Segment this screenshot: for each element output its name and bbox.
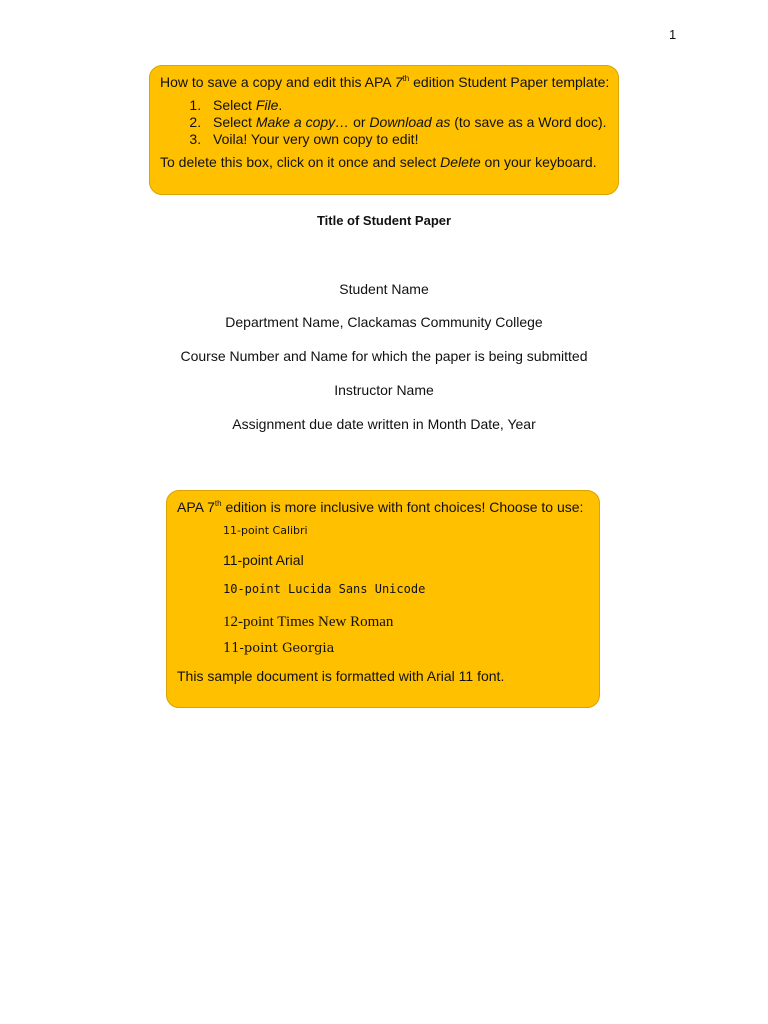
step-text: Select <box>213 97 256 113</box>
intro-text: How to save a copy and edit this APA <box>160 74 395 90</box>
edition-number: 7 <box>394 74 403 90</box>
instructions-box[interactable] <box>149 65 619 195</box>
font-intro <box>177 499 589 516</box>
instructions-intro <box>160 74 608 91</box>
font-option-arial: 11-point Arial <box>223 552 304 568</box>
font-intro-text: APA 7 <box>177 499 215 515</box>
due-date: Assignment due date written in Month Date, Year <box>232 416 536 432</box>
font-option-lucida: 10-point Lucida Sans Unicode <box>223 582 426 596</box>
department-name: Department Name, Clackamas Community College <box>225 314 543 330</box>
step-suffix: (to save as a Word doc). <box>450 114 607 130</box>
step-emphasis: Download as <box>369 114 451 130</box>
delete-instruction <box>160 154 608 171</box>
edition-superscript: th <box>214 499 222 508</box>
font-footer: This sample document is formatted with Arial 11 font. <box>177 668 505 684</box>
step-item <box>205 114 608 131</box>
font-option-georgia: 11-point Georgia <box>223 641 335 656</box>
steps-list <box>160 97 608 148</box>
font-list <box>223 522 589 668</box>
font-option-calibri: 11-point Calibri <box>223 524 308 537</box>
delete-emphasis: Delete <box>440 154 481 170</box>
font-option-times: 12-point Times New Roman <box>223 614 394 630</box>
step-item <box>205 131 608 148</box>
course-name: Course Number and Name for which the paper is being submitted <box>180 348 588 364</box>
step-text: Select <box>213 114 256 130</box>
step-suffix: . <box>278 97 283 113</box>
step-item <box>205 97 608 114</box>
step-text: or <box>349 114 370 130</box>
step-emphasis: File <box>255 97 279 113</box>
intro-suffix: edition Student Paper template: <box>409 74 610 90</box>
student-name: Student Name <box>339 281 429 297</box>
delete-suffix: on your keyboard. <box>480 154 597 170</box>
page-number: 1 <box>669 27 677 42</box>
instructor-name: Instructor Name <box>334 382 434 398</box>
font-choices-box[interactable] <box>166 490 600 708</box>
step-emphasis: Make a copy… <box>255 114 350 130</box>
paper-title: Title of Student Paper <box>316 213 452 228</box>
edition-superscript: th <box>402 74 410 83</box>
delete-text: To delete this box, click on it once and select <box>160 154 441 170</box>
step-text: Voila! Your very own copy to edit! <box>213 131 419 147</box>
font-intro-suffix: edition is more inclusive with font choices! Choose to use: <box>221 499 584 515</box>
